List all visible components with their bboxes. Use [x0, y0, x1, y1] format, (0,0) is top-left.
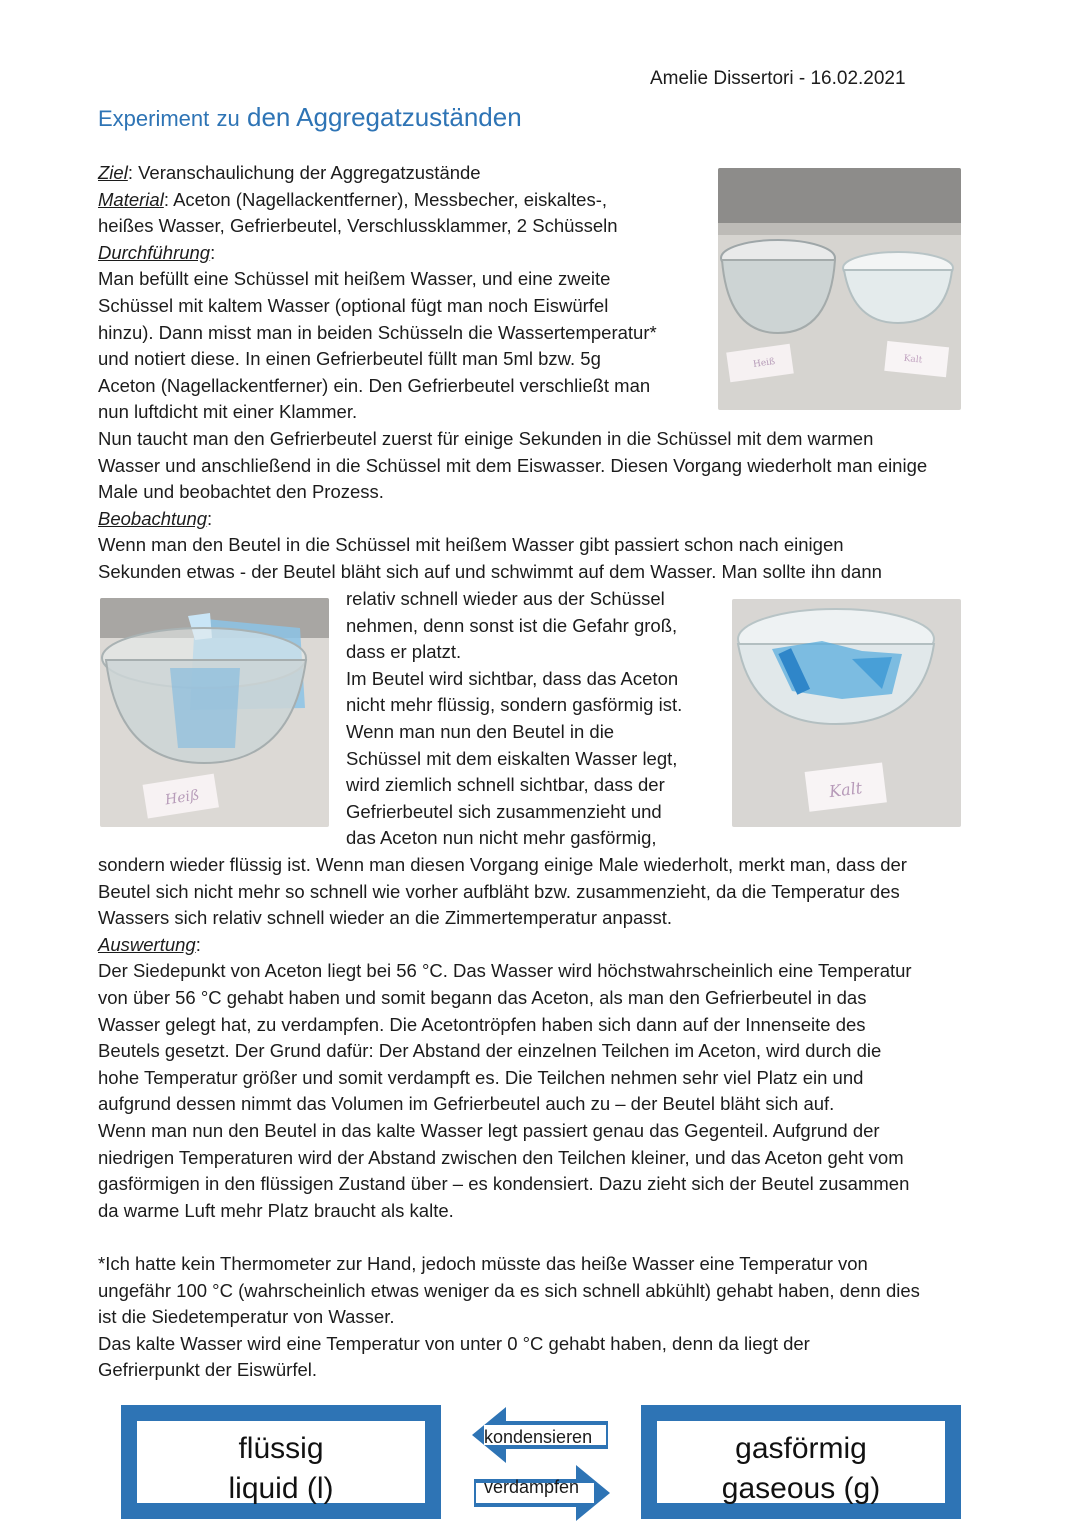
- paragraph-line: Schüssel mit dem eiskalten Wasser legt,: [346, 747, 678, 769]
- footnote-line: *Ich hatte kein Thermometer zur Hand, jedoch müsste das heiße Wasser eine Temperatur von: [98, 1252, 868, 1274]
- label-cold-right: Kalt: [828, 778, 864, 802]
- paragraph-line: hohe Temperatur größer und somit verdampft es. Die Teilchen nehmen sehr viel Platz ein und: [98, 1066, 864, 1088]
- paragraph-line: Wenn man den Beutel in die Schüssel mit heißem Wasser gibt passiert schon nach einigen: [98, 534, 844, 556]
- paragraph-line: aufgrund dessen nimmt das Volumen im Gefrierbeutel auch zu – der Beutel bläht sich auf.: [98, 1093, 835, 1115]
- footnote-line: Das kalte Wasser wird eine Temperatur von unter 0 °C gehabt haben, denn da liegt der: [98, 1332, 810, 1354]
- transition-arrows: [466, 1405, 616, 1523]
- photo-cold-bowl: [732, 599, 961, 827]
- material-line-2: heißes Wasser, Gefrierbeutel, Verschlussklammer, 2 Schüsseln: [98, 215, 618, 237]
- paragraph-line: gasförmigen in den flüssigen Zustand über – es kondensiert. Dazu zieht sich der Beutel zusammen: [98, 1173, 910, 1195]
- arrow-label-verdampfen: verdampfen: [484, 1477, 580, 1497]
- paragraph-line: niedrigen Temperaturen wird der Abstand zwischen den Teilchen kleiner, und das Aceton geht vom: [98, 1146, 904, 1168]
- paragraph-line: Wassers sich relativ schnell wieder an die Zimmertemperatur anpasst.: [98, 907, 673, 929]
- photo-hot-bowl-image: [100, 598, 329, 827]
- material-label: Material: [98, 188, 164, 210]
- paragraph-line: Beutel sich nicht mehr so schnell wie vorher aufbläht bzw. zusammenzieht, da die Temperatur des: [98, 880, 900, 902]
- label-hot-top: Heiß: [752, 356, 776, 370]
- spacer: [98, 1224, 998, 1251]
- paragraph-line: nicht mehr flüssig, sondern gasförmig ist.: [346, 694, 683, 716]
- paragraph-line: Wenn man nun den Beutel in das kalte Wasser legt passiert genau das Gegenteil. Aufgrund der: [98, 1119, 880, 1141]
- page-title: [98, 100, 522, 136]
- paragraph-line: Wasser und anschließend in die Schüssel mit dem Eiswasser. Diesen Vorgang wiederholt man einige: [98, 454, 928, 476]
- colon: :: [195, 933, 201, 955]
- paragraph-line: Gefrierbeutel sich zusammenzieht und: [346, 800, 662, 822]
- paragraph-line: sondern wieder flüssig ist. Wenn man diesen Vorgang einige Male wiederholt, merkt man, dass der: [98, 854, 907, 875]
- durchfuehrung-heading: [98, 240, 718, 267]
- paragraph-line: und notiert diese. In einen Gefrierbeutel füllt man 5ml bzw. 5g: [98, 348, 601, 370]
- state-box-liquid: [121, 1405, 441, 1519]
- durchfuehrung-label: Durchführung: [98, 241, 211, 263]
- ziel-label: Ziel: [98, 162, 128, 183]
- footnote-line: ungefähr 100 °C (wahrscheinlich etwas weniger da es sich schnell abkühlt) gehabt haben, denn dies: [98, 1279, 920, 1301]
- colon: :: [207, 507, 213, 529]
- state-liquid-en: liquid (l): [228, 1472, 334, 1505]
- beobachtung-heading: [98, 506, 998, 533]
- ziel-text: : Veranschaulichung der Aggregatzustände: [127, 162, 481, 183]
- paragraph-line: das Aceton nun nicht mehr gasförmig,: [346, 827, 657, 849]
- paragraph-line: Schüssel mit kaltem Wasser (optional fügt man noch Eiswürfel: [98, 294, 609, 316]
- paragraph-line: relativ schnell wieder aus der Schüssel: [346, 588, 665, 609]
- paragraph-line: Beutels gesetzt. Der Grund dafür: Der Abstand der einzelnen Teilchen im Aceton, wird durch die: [98, 1040, 882, 1062]
- auswertung-heading: [98, 932, 998, 959]
- paragraph-line: Aceton (Nagellackentferner) ein. Den Gefrierbeutel verschließt man: [98, 374, 651, 396]
- paragraph-line: da warme Luft mehr Platz braucht als kalte.: [98, 1199, 454, 1221]
- beobachtung-label: Beobachtung: [98, 507, 208, 529]
- durchfuehrung-continued: [98, 426, 998, 586]
- ziel-line: [98, 160, 718, 187]
- beobachtung-middle: [346, 586, 726, 852]
- material-text-1: : Aceton (Nagellackentferner), Messbecher, eiskaltes-,: [163, 188, 607, 210]
- state-box-gas: [641, 1405, 961, 1519]
- paragraph-line: dass er platzt.: [346, 641, 462, 663]
- paragraph-line: Wasser gelegt hat, zu verdampfen. Die Acetontröpfen haben sich dann auf der Innenseite des: [98, 1013, 866, 1035]
- state-gas-de: gasförmig: [735, 1432, 867, 1465]
- footnote-line: Gefrierpunkt der Eiswürfel.: [98, 1359, 318, 1381]
- footnote-line: ist die Siedetemperatur von Wasser.: [98, 1306, 395, 1328]
- paragraph-line: nehmen, denn sonst ist die Gefahr groß,: [346, 614, 678, 636]
- auswertung-label: Auswertung: [98, 933, 196, 955]
- colon: :: [210, 241, 216, 263]
- paragraph-line: nun luftdicht mit einer Klammer.: [98, 401, 358, 423]
- paragraph-line: Man befüllt eine Schüssel mit heißem Wasser, und eine zweite: [98, 268, 611, 290]
- author-date: Amelie Dissertori - 16.02.2021: [650, 68, 906, 89]
- material-line: [98, 187, 718, 214]
- arrow-label-kondensieren: kondensieren: [484, 1427, 593, 1447]
- state-liquid-de: flüssig: [238, 1432, 324, 1465]
- title-main: den Aggregatzuständen: [247, 102, 522, 132]
- paragraph-line: wird ziemlich schnell sichtbar, dass der: [346, 774, 665, 796]
- photo-cold-bowl-image: [732, 599, 961, 827]
- paragraph-line: Wenn man nun den Beutel in die: [346, 720, 615, 742]
- photo-two-bowls: [718, 168, 961, 410]
- paragraph-line: Sekunden etwas - der Beutel bläht sich auf und schwimmt auf dem Wasser. Man sollte ihn dann: [98, 560, 882, 582]
- state-gas-en: gaseous (g): [721, 1472, 881, 1505]
- label-hot-left: Heiß: [164, 787, 201, 809]
- title-word-experiment: Experiment: [98, 106, 210, 131]
- paragraph-line: Nun taucht man den Gefrierbeutel zuerst für einige Sekunden in die Schüssel mit dem warmen: [98, 428, 874, 449]
- intro-section: [98, 160, 718, 426]
- photo-two-bowls-image: [718, 168, 961, 410]
- paragraph-line: Der Siedepunkt von Aceton liegt bei 56 °C. Das Wasser wird höchstwahrscheinlich eine Temperatur: [98, 960, 912, 982]
- paragraph-line: Male und beobachtet den Prozess.: [98, 481, 384, 503]
- label-cold-top: Kalt: [903, 353, 923, 366]
- title-word-zu: zu: [216, 106, 240, 131]
- paragraph-line: von über 56 °C gehabt haben und somit begann das Aceton, als man den Gefrierbeutel in das: [98, 986, 867, 1008]
- paragraph-line: Im Beutel wird sichtbar, dass das Aceton: [346, 667, 679, 689]
- paragraph-line: hinzu). Dann misst man in beiden Schüsseln die Wassertemperatur*: [98, 321, 657, 343]
- main-text-lower: [98, 852, 998, 1384]
- photo-hot-bowl: [100, 598, 329, 827]
